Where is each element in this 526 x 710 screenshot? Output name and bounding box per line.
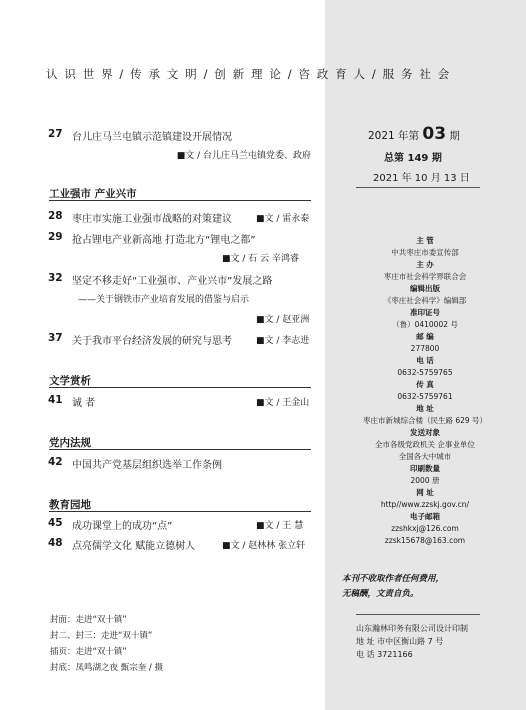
page-number: 42 [48, 456, 63, 468]
issue-suffix: 期 [449, 130, 460, 142]
section-heading: 文学赏析 [49, 375, 91, 387]
printer-address: 地 址 市中区衡山路 7 号 [356, 637, 444, 646]
phone: 0632-5759765 [397, 368, 453, 377]
supervisor: 中共枣庄市委宣传部 [391, 248, 459, 257]
sidebar-rule [356, 187, 480, 188]
page-number: 28 [48, 210, 63, 222]
address: 枣庄市新城综合楼（民生路 629 号） [362, 416, 488, 425]
page-number: 32 [48, 272, 63, 284]
email-1: zzshkxj@126.com [391, 524, 459, 533]
section-heading: 教育园地 [49, 499, 91, 511]
cover-notes [50, 612, 163, 676]
issue-line [368, 124, 460, 144]
issue-date: 2021 年 10 月 13 日 [373, 173, 470, 184]
note-cover: 封面：走进“双十镇” [50, 615, 127, 625]
article-title: 中国共产党基层组织选举工作条例 [72, 460, 222, 471]
label-postcode: 邮 编 [416, 332, 434, 341]
article-title: 台儿庄马兰屯镇示范镇建设开展情况 [72, 132, 232, 143]
print-run: 2000 册 [410, 476, 440, 485]
slogan: 认 识 世 界 / 传 承 文 明 / 创 新 理 论 / 咨 政 育 人 / 服 务 社 会 [46, 67, 451, 81]
label-website: 网 址 [416, 488, 434, 497]
audience-1: 全市各级党政机关 企事业单位 [375, 440, 475, 449]
note-inside-covers: 封二、封三：走进“双十镇” [50, 631, 153, 641]
sidebar-rule [356, 614, 480, 615]
label-fax: 传 真 [416, 380, 434, 389]
article-author: ■文 / 雷永泰 [256, 214, 310, 224]
article-title: 抢占锂电产业新高地 打造北方“锂电之都” [72, 235, 256, 246]
section-heading: 党内法规 [49, 437, 91, 449]
sponsor: 枣庄市社会科学界联合会 [383, 272, 467, 281]
section-rule [49, 200, 311, 201]
editor: 《枣庄社会科学》编辑部 [383, 296, 467, 305]
audience-2: 全国各大中城市 [398, 452, 452, 461]
section-rule [49, 511, 311, 512]
label-print-run: 印刷数量 [410, 464, 440, 473]
note-back-cover: 封底：凤鸣湖之夜 甄宗奎 / 摄 [50, 663, 163, 673]
article-author: ■文 / 赵亚洲 [256, 315, 310, 325]
article-title: 成功课堂上的成功“点” [72, 521, 173, 532]
article-title: 坚定不移走好“工业强市、产业兴市”发展之路 [72, 276, 273, 287]
label-permit: 准印证号 [410, 308, 440, 317]
section-heading: 工业强市 产业兴市 [49, 188, 137, 200]
note-insert: 插页：走进“双十镇” [50, 647, 127, 657]
printer-info [356, 622, 468, 661]
section-rule [49, 387, 311, 388]
article-author: ■文 / 赵林林 张立轩 [222, 541, 306, 551]
label-phone: 电 话 [416, 356, 434, 365]
article-title: 枣庄市实施工业强市战略的对策建议 [72, 214, 232, 225]
page-number: 27 [48, 128, 63, 140]
fee-notice-line1: 本刊不收取作者任何费用， [342, 574, 445, 584]
label-audience: 发送对象 [410, 428, 440, 437]
label-address: 地 址 [416, 404, 434, 413]
article-title: 点亮儒学文化 赋能立德树人 [72, 541, 196, 552]
page-number: 37 [48, 332, 63, 344]
page-number: 41 [48, 394, 63, 406]
issue-number: 03 [422, 124, 447, 144]
label-supervisor: 主 管 [416, 236, 434, 245]
article-title: 诚 者 [72, 398, 96, 409]
fax: 0632-5759761 [397, 392, 453, 401]
fee-notice [342, 572, 444, 602]
article-author: ■文 / 李志进 [256, 336, 310, 346]
label-email: 电子邮箱 [410, 512, 440, 521]
label-editor: 编辑出版 [410, 284, 440, 293]
section-rule [49, 449, 311, 450]
permit: （鲁）0410002 号 [392, 320, 458, 329]
article-author: ■文 / 王金山 [256, 398, 310, 408]
printer-name: 山东瀚林印务有限公司设计印制 [356, 624, 468, 633]
website: http//www.zzskj.gov.cn/ [380, 500, 470, 509]
fee-notice-line2: 无稿酬，文责自负。 [342, 589, 419, 599]
article-title: 关于我市平台经济发展的研究与思考 [72, 336, 232, 347]
article-author: ■文 / 王 慧 [256, 521, 304, 531]
page-number: 29 [48, 231, 63, 243]
page-number: 48 [48, 537, 63, 549]
article-subtitle: ——关于钢铁市产业培育发展的借鉴与启示 [78, 295, 250, 305]
issue-total: 总第 149 期 [384, 153, 442, 164]
issue-year: 2021 年第 [368, 130, 420, 142]
article-author: ■文 / 石 云 辛鸿睿 [222, 254, 299, 264]
label-sponsor: 主 办 [416, 260, 434, 269]
article-author: ■文 / 台儿庄马兰屯镇党委、政府 [176, 151, 311, 161]
publisher-info [330, 235, 520, 547]
printer-phone: 电 话 3721166 [356, 650, 413, 659]
page-number: 45 [48, 517, 63, 529]
postcode: 277800 [410, 344, 440, 353]
email-2: zzsk15678@163.com [384, 536, 466, 545]
